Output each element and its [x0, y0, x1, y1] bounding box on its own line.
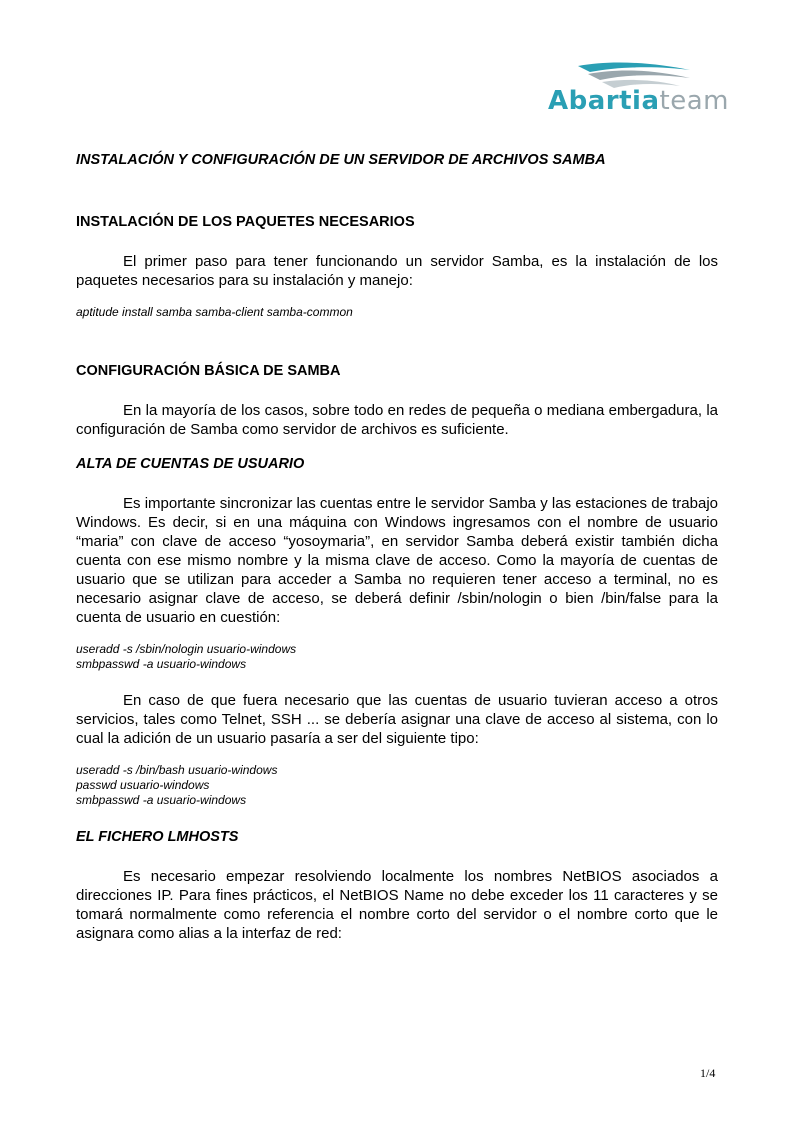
paragraph-lmhosts: Es necesario empezar resolviendo localmente los nombres NetBIOS asociados a direcciones IP. Para fines prácticos, el NetBIOS Name no debe exceder los 11 caracteres y se tomará normalmente como referencia el nombre corto del servidor o el nombre corto que le asignara como alias a la interfaz de red: — [76, 868, 718, 942]
company-logo — [540, 60, 735, 130]
document-title: INSTALACIÓN Y CONFIGURACIÓN DE UN SERVIDOR DE ARCHIVOS SAMBA — [76, 152, 606, 168]
command-line: useradd -s /bin/bash usuario-windows — [76, 763, 278, 777]
paragraph-user-accounts: Es importante sincronizar las cuentas entre le servidor Samba y las estaciones de trabajo Windows. Es decir, si en una máquina con Windows ingresamos con el nombre de usuario “maria” con clave de acceso “yosoymaria”, en servidor Samba deberá existir también dicha cuenta con ese mismo nombre y la misma clave de acceso. Como la mayoría de cuentas de usuario que se utilizan para acceder a Samba no requieren tener acceso a terminal, no es necesario asignar clave de acceso, se deberá definir /sbin/nologin o bien /bin/false para la cuenta de usuario en cuestión: — [76, 495, 718, 626]
paragraph-user-accounts-shell: En caso de que fuera necesario que las cuentas de usuario tuvieran acceso a otros servicios, tales como Telnet, SSH ... se debería asignar una clave de acceso al sistema, con lo cual la adición de un usuario pasaría a ser del siguiente tipo: — [76, 692, 718, 747]
logo-wordmark-part2: team — [659, 86, 729, 116]
paragraph-basic-config: En la mayoría de los casos, sobre todo en redes de pequeña o mediana embergadura, la configuración de Samba como servidor de archivos es suficiente. — [76, 402, 718, 438]
paragraph-installation: El primer paso para tener funcionando un servidor Samba, es la instalación de los paquetes necesarios para su instalación y manejo: — [76, 253, 718, 289]
command-block-install — [76, 305, 718, 320]
command-line: smbpasswd -a usuario-windows — [76, 657, 247, 671]
section-heading-basic-config: CONFIGURACIÓN BÁSICA DE SAMBA — [76, 363, 341, 379]
command-line: smbpasswd -a usuario-windows — [76, 793, 247, 807]
document-body — [76, 150, 718, 958]
command-block-useradd-bash — [76, 763, 718, 808]
logo-wordmark-part1: Abartia — [548, 86, 660, 116]
logo-wordmark — [548, 86, 729, 116]
section-heading-user-accounts: ALTA DE CUENTAS DE USUARIO — [76, 456, 305, 472]
command-line: passwd usuario-windows — [76, 778, 210, 792]
page-number: 1/4 — [700, 1066, 716, 1080]
command-line: aptitude install samba samba-client samba-common — [76, 305, 353, 319]
command-line: useradd -s /sbin/nologin usuario-windows — [76, 642, 297, 656]
section-heading-installation: INSTALACIÓN DE LOS PAQUETES NECESARIOS — [76, 214, 415, 230]
section-heading-lmhosts: EL FICHERO LMHOSTS — [76, 829, 239, 845]
command-block-useradd-nologin — [76, 642, 718, 672]
